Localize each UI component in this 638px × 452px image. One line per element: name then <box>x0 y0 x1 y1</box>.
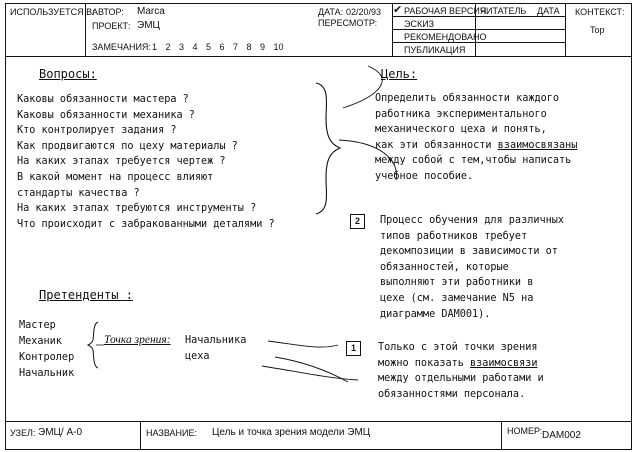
goal-line: между собой с тем,чтобы написать <box>375 155 572 167</box>
revision-label: ПЕРЕСМОТР: <box>318 18 378 28</box>
goal-line: работника экспериментального <box>375 108 547 120</box>
candidate-item: Мастер <box>19 320 56 331</box>
question-line: В какой момент на процесс влияют <box>17 171 214 183</box>
questions-list <box>17 92 275 232</box>
candidates-title: Претенденты : <box>39 288 133 302</box>
viewpoint-line: цеха <box>185 351 210 362</box>
status-publication: ПУБЛИКАЦИЯ <box>404 45 466 55</box>
notes-numbers: 1 2 3 4 5 6 7 8 9 10 <box>152 42 284 52</box>
author-value: Marca <box>137 6 165 17</box>
goal-line: учебное пособие. <box>375 170 474 182</box>
name-label: НАЗВАНИЕ: <box>146 428 198 438</box>
checkmark-icon: ✔ <box>393 3 403 16</box>
question-line: Как продвигаются по цеху материалы ? <box>17 140 238 152</box>
goal-emphasis: взаимосвязаны <box>497 139 578 151</box>
note-1-marker: 1 <box>346 341 361 356</box>
context-value: Top <box>590 25 605 35</box>
candidate-item: Начальник <box>19 368 75 379</box>
question-line: Каковы обязанности мастера ? <box>17 94 189 105</box>
goal-line: механического цеха и понять, <box>375 124 547 136</box>
reader-date-label: ДАТА <box>537 6 560 16</box>
note-line: цехе (см. замечание N5 на <box>380 292 534 304</box>
note-line: декомпозиции в зависимости от <box>380 246 558 258</box>
project-label: ПРОЕКТ: <box>92 21 131 31</box>
question-line: Кто контролирует задания ? <box>17 125 177 137</box>
used-at-label: ИСПОЛЬЗУЕТСЯ В: <box>10 7 95 17</box>
status-draft: ЭСКИЗ <box>404 19 435 29</box>
note-2-text <box>380 213 564 322</box>
candidate-item: Контролер <box>19 352 75 363</box>
status-recommended: РЕКОМЕНДОВАНО <box>404 32 487 42</box>
number-label: НОМЕР: <box>507 426 543 436</box>
note-line: обязанностей, которые <box>380 261 509 273</box>
note-line: Только с этой точки зрения <box>378 342 538 353</box>
node-value: ЭМЦ/ A-0 <box>38 427 83 438</box>
note-line: выполняют эти работники в <box>380 277 534 289</box>
note-line: Процесс обучения для различных <box>380 215 565 226</box>
date-value: 02/20/93 <box>346 7 382 17</box>
question-line: На каких этапах требуется чертеж ? <box>17 156 226 168</box>
questions-title: Вопросы: <box>39 67 97 81</box>
candidate-item: Механик <box>19 336 62 347</box>
question-line: стандарты качества ? <box>17 187 140 199</box>
diagram-number: DAM002 <box>542 430 581 441</box>
node-label: УЗЕЛ: <box>10 428 36 438</box>
goal-text <box>375 91 577 185</box>
author-label: АВТОР: <box>92 7 124 17</box>
goal-title: Цель: <box>381 67 418 81</box>
goal-line: Определить обязанности каждого <box>375 93 560 104</box>
note-line: между отдельными работами и <box>378 373 544 385</box>
status-working: РАБОЧАЯ ВЕРСИЯ <box>404 6 487 16</box>
question-line: Что происходит с забракованными деталями ? <box>17 218 275 230</box>
question-line: На каких этапах требуются инструменты ? <box>17 203 257 215</box>
goal-line: как эти обязанности взаимосвязаны <box>375 139 578 151</box>
question-line: Каковы обязанности механика ? <box>17 109 195 121</box>
viewpoint-label: Точка зрения: <box>104 334 171 346</box>
note-line: обязанностями персонала. <box>378 388 526 400</box>
candidates-list <box>19 318 74 382</box>
viewpoint-value <box>185 333 246 365</box>
context-label: КОНТЕКСТ: <box>575 7 625 17</box>
note-line: диаграмме DAM001). <box>380 308 491 320</box>
viewpoint-line: Начальника <box>185 335 247 346</box>
note-line: типов работников требует <box>380 230 528 242</box>
date-label: ДАТА: <box>318 7 344 17</box>
reader-label: ЧИТАТЕЛЬ <box>480 6 527 16</box>
note-2-marker: 2 <box>350 214 365 229</box>
project-value: ЭМЦ <box>137 20 160 31</box>
note-emphasis: взаимосвязи <box>470 357 538 369</box>
note-1-text <box>378 340 544 402</box>
notes-label: ЗАМЕЧАНИЯ: <box>92 42 151 52</box>
note-line: можно показать взаимосвязи <box>378 357 538 369</box>
diagram-title: Цель и точка зрения модели ЭМЦ <box>212 427 371 438</box>
